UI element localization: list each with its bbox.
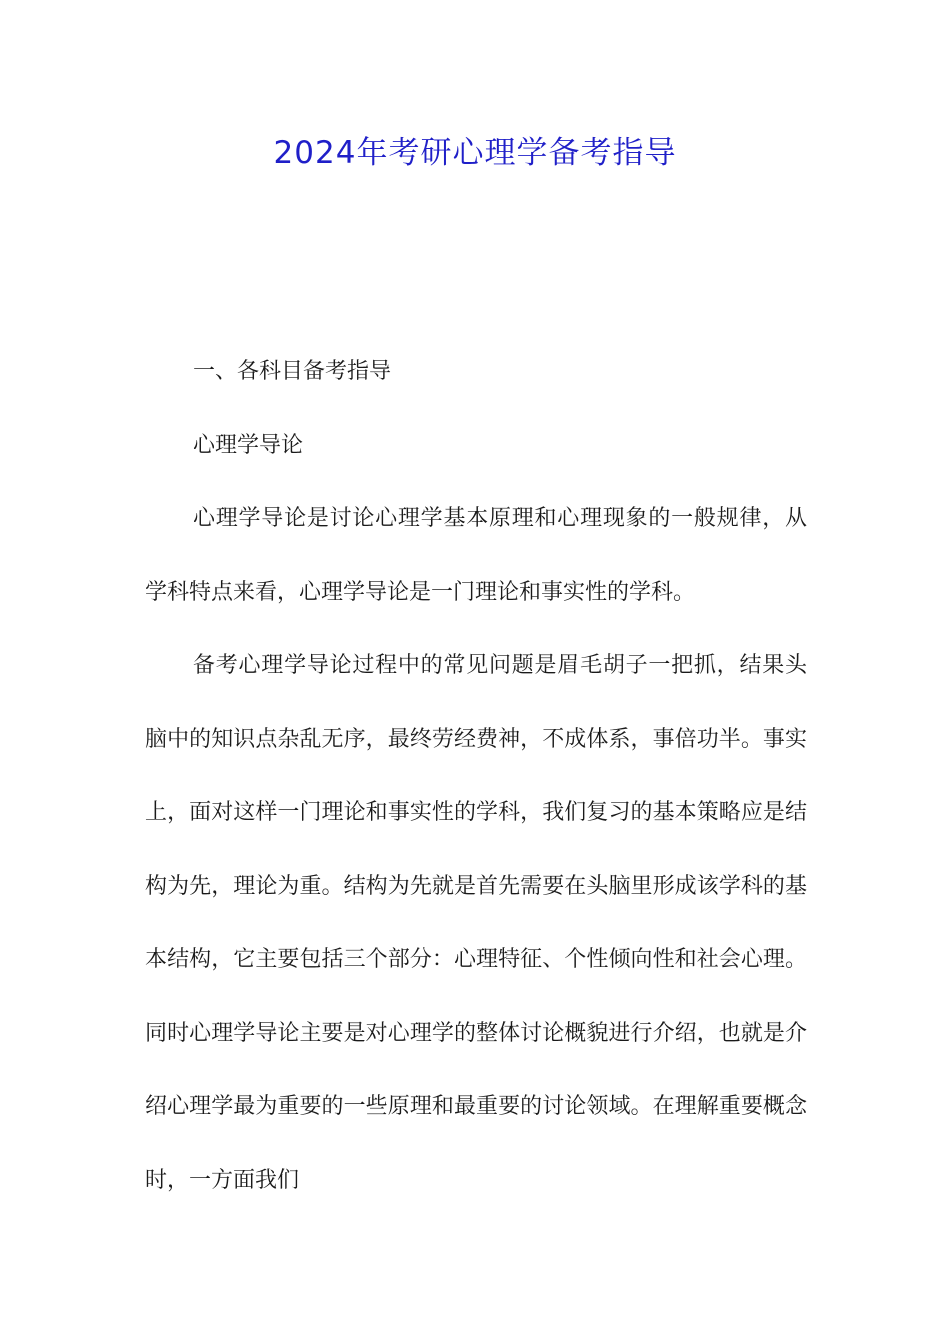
document-body: [145, 335, 807, 1217]
subsection-heading: 心理学导论: [193, 432, 304, 458]
body-paragraph: 备考心理学导论过程中的常见问题是眉毛胡子一把抓，结果头脑中的知识点杂乱无序，最终劳经费神，不成体系，事倍功半。事实上，面对这样一门理论和事实性的学科，我们复习的基本策略应是结构为先，理论为重。结构为先就是首先需要在头脑里形成该学科的基本结构，它主要包括三个部分：心理特征、个性倾向性和社会心理。同时心理学导论主要是对心理学的整体讨论概貌进行介绍，也就是介绍心理学最为重要的一些原理和最重要的讨论领域。在理解重要概念时，一方面我们: [145, 653, 807, 1193]
section-heading: 一、各科目备考指导: [193, 359, 392, 384]
document-title: 2024年考研心理学备考指导: [273, 135, 677, 171]
body-paragraph: 心理学导论是讨论心理学基本原理和心理现象的一般规律，从学科特点来看，心理学导论是一门理论和事实性的学科。: [145, 506, 807, 605]
